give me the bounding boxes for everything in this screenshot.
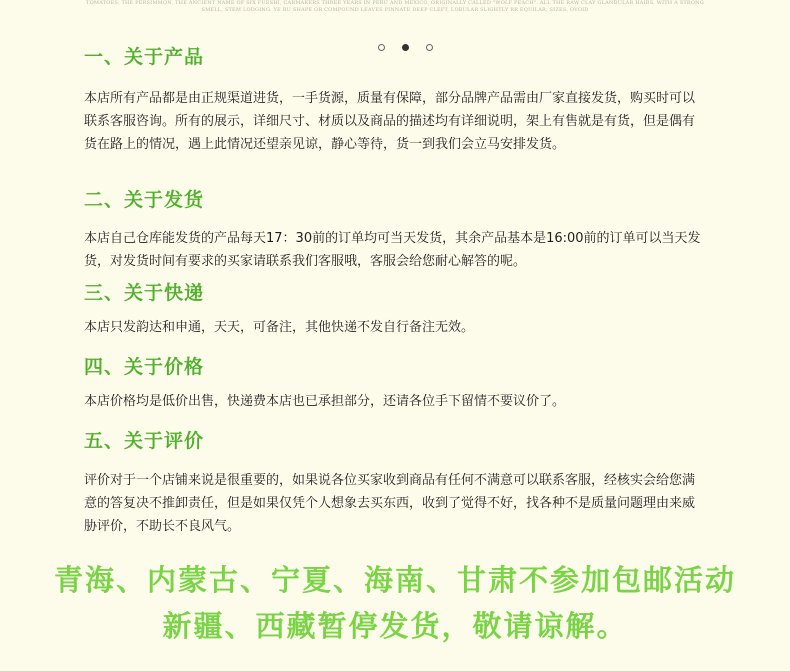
section-body-shipping: 本店自己仓库能发货的产品每天17：30前的订单均可当天发货，其余产品基本是16:00前的订单可以当天发货，对发货时间有要求的买家请联系我们客服哦，客服会给您耐心解答的呢。 bbox=[84, 231, 701, 269]
carousel-dot-3[interactable] bbox=[426, 44, 433, 51]
shipping-notice-line-1: 青海、内蒙古、宁夏、海南、甘肃不参加包邮活动 bbox=[53, 563, 736, 597]
section-heading-reviews: 五、关于评价 bbox=[84, 430, 205, 452]
carousel-dot-2-active[interactable] bbox=[402, 44, 409, 51]
section-body-price: 本店价格均是低价出售，快递费本店也已承担部分，还请各位手下留情不要议价了。 bbox=[84, 394, 566, 409]
shipping-notice-line-2: 新疆、西藏暂停发货，敬请谅解。 bbox=[162, 609, 628, 643]
section-body-products: 本店所有产品都是由正规渠道进货，一手货源，质量有保障，部分品牌产品需由厂家直接发货，购买时可以联系客服咨询。所有的展示，详细尺寸、材质以及商品的描述均有详细说明，架上有售就是有货，但是偶有货在路上的情况，遇上此情况还望亲见谅，静心等待，货一到我们会立马安排发货。 bbox=[84, 91, 696, 152]
section-body-courier: 本店只发韵达和申通，天天，可备注，其他快递不发自行备注无效。 bbox=[84, 320, 475, 335]
carousel-dot-1[interactable] bbox=[378, 44, 385, 51]
section-heading-products: 一、关于产品 bbox=[84, 46, 205, 68]
section-heading-courier: 三、关于快递 bbox=[84, 282, 205, 304]
carousel-indicator bbox=[378, 44, 433, 51]
section-heading-price: 四、关于价格 bbox=[84, 356, 205, 378]
section-body-reviews: 评价对于一个店铺来说是很重要的，如果说各位买家收到商品有任何不满意可以联系客服，经核实会给您满意的答复决不推卸责任，但是如果仅凭个人想象去买东西，收到了觉得不好，找各种不是质量问题理由来威胁评价，不助长不良风气。 bbox=[84, 473, 696, 534]
header-caption: TOMATOES, THE PERSIMMON, THE ANCIENT NAME OF SIX FUESHI, CARMAKERS THREE YEARS IN PERU AND MEXICO, ORIGINALLY CALLED "WOLF PEACH". ALL THE RAW CLAY GLANDULAR HAIRS, WITH A STRONG SMELL, STEM LODGING, YE RU SHAPE OR COMPOUND LEAVES PINNATE DEEP CLEFT, LOBULAR SLIGHTLY RR EQUILAR, SIZES, OVOID bbox=[86, 0, 704, 13]
section-heading-shipping: 二、关于发货 bbox=[84, 189, 205, 211]
